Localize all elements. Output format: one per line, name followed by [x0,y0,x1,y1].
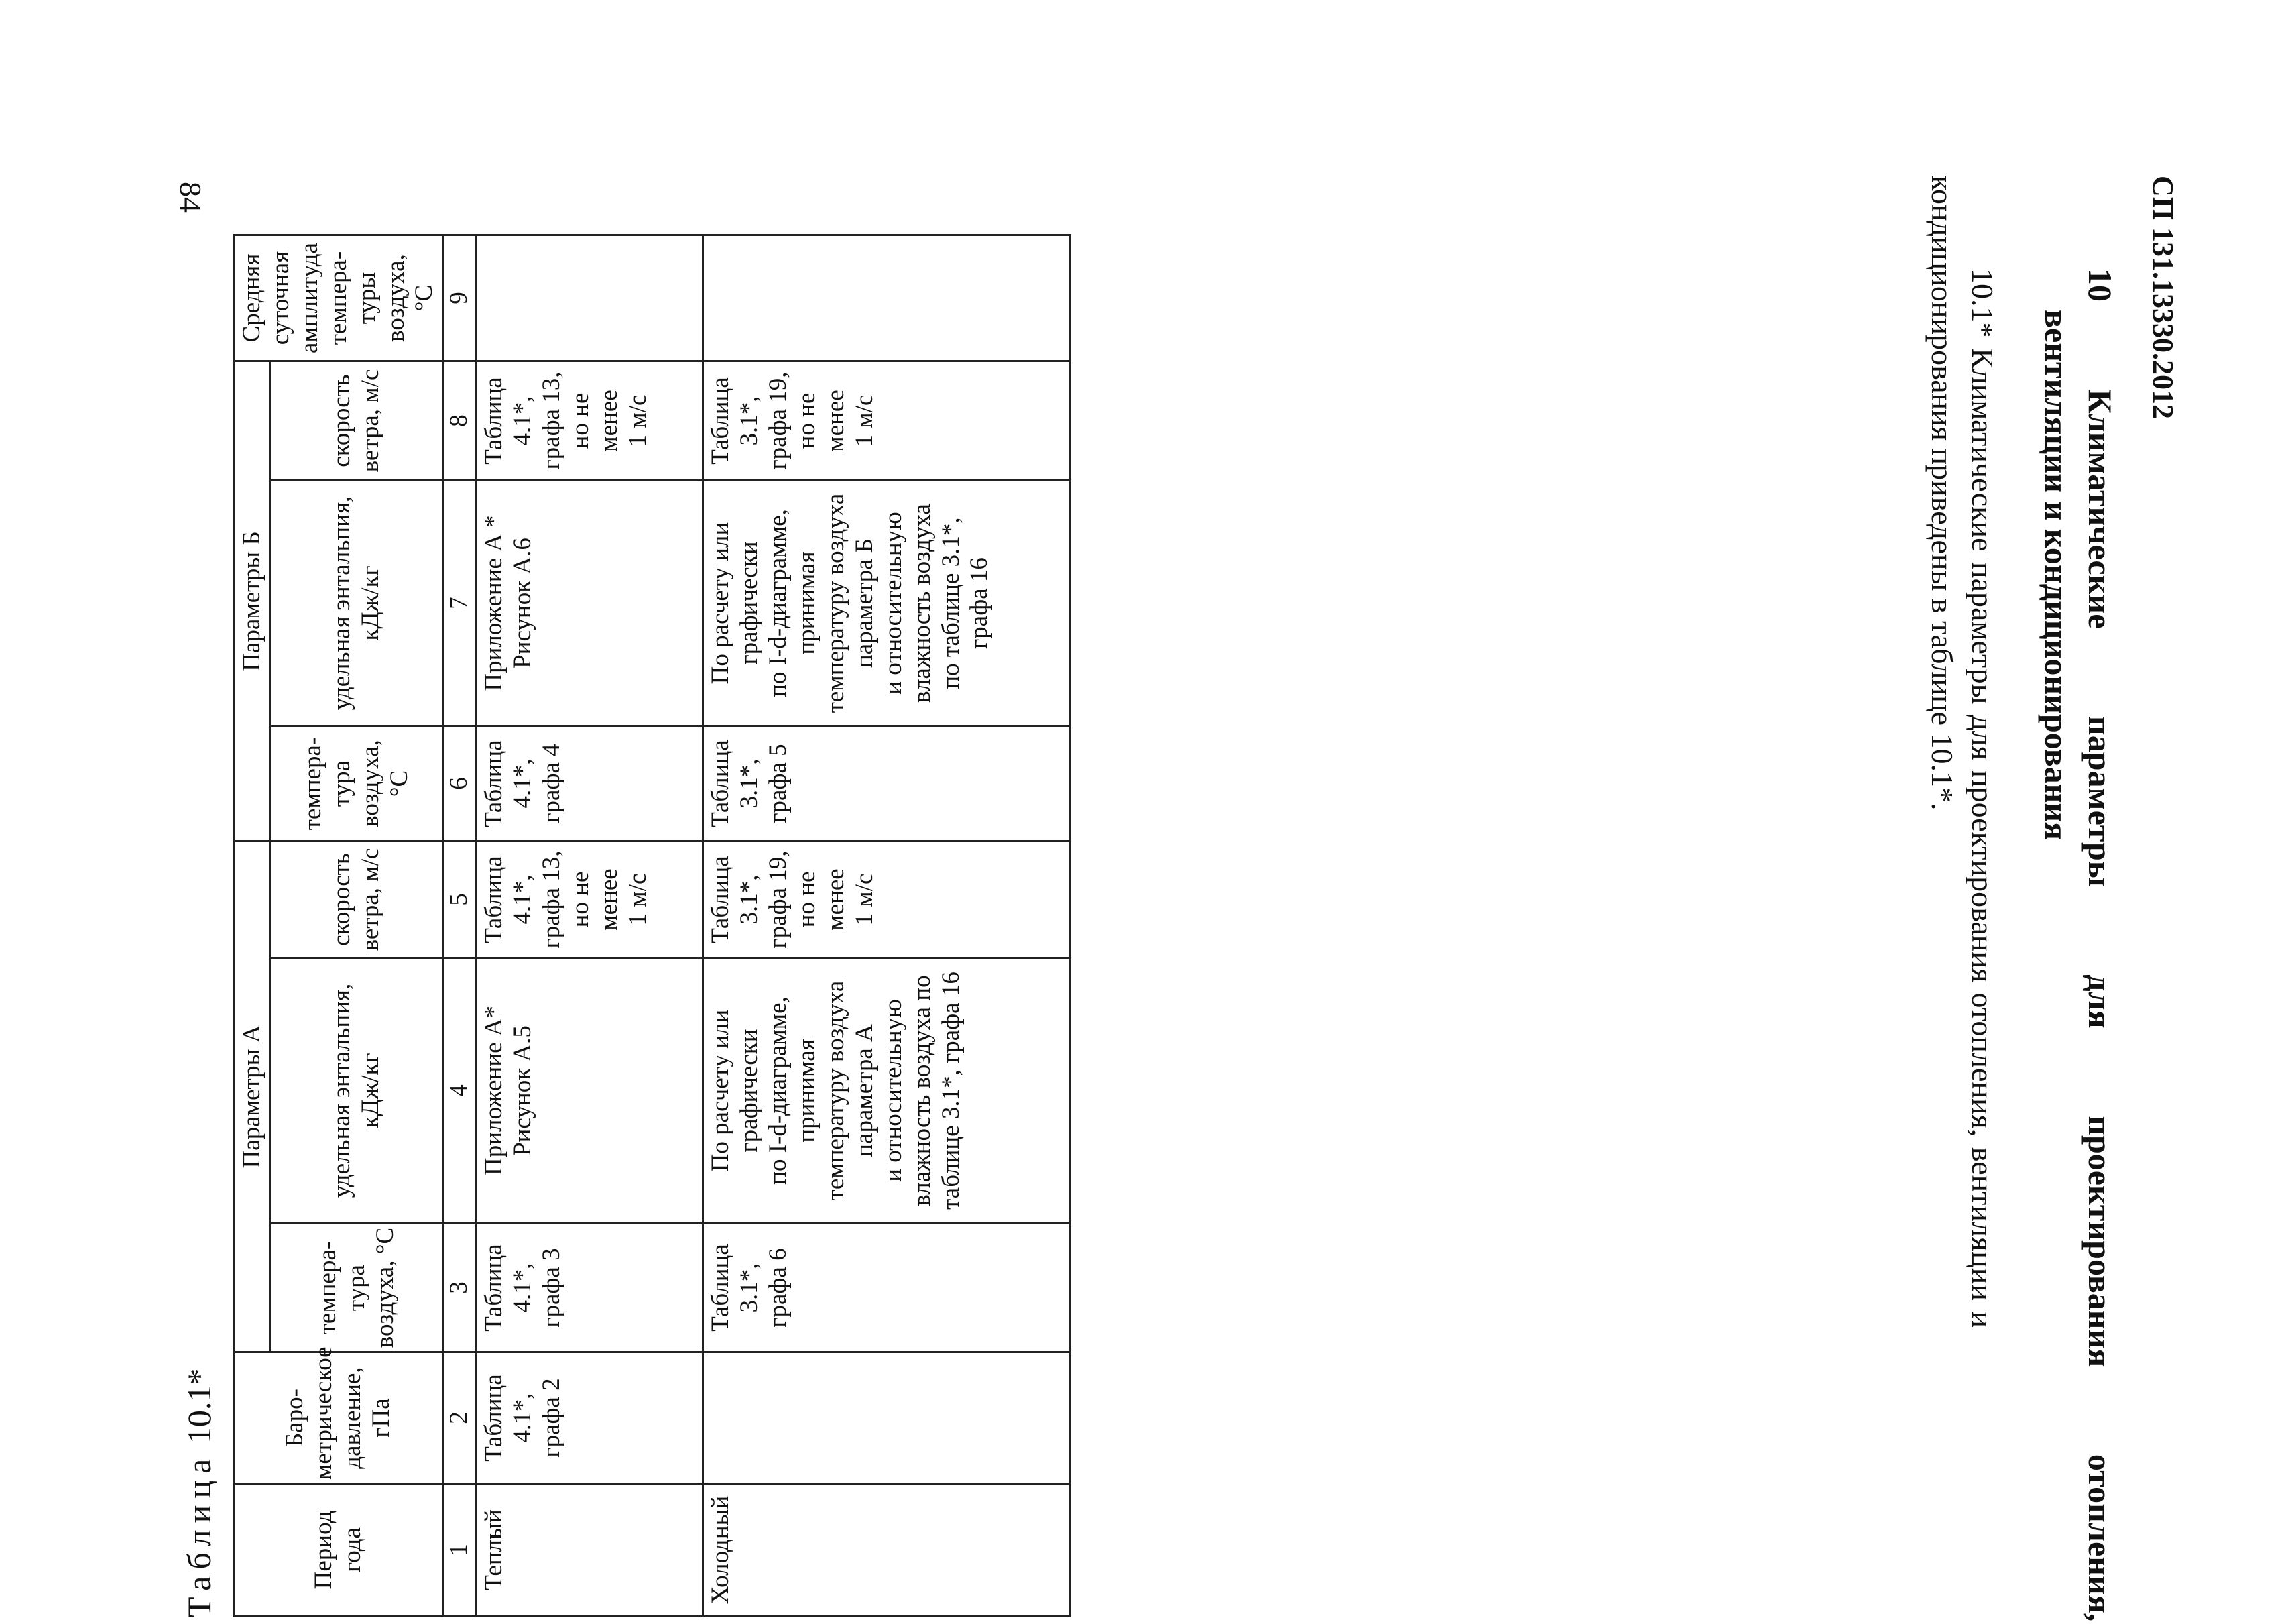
cell-line: Таблица [480,377,508,465]
table-caption-number: 10.1* [180,1368,218,1444]
cell-line: 1 м/с [850,394,878,447]
cell-line: менее [821,390,849,452]
header-temp-b [271,726,443,842]
cell-line: амплитуда [295,242,323,353]
cell-line: Таблица [480,856,508,943]
cell-line: кДж/кг [357,565,385,641]
cell-line: принимая [792,551,821,655]
cell-amplitude [477,235,703,361]
cell-line: Таблица [707,740,735,827]
table-caption-word: Таблица [180,1452,218,1617]
cell-line: влажность воздуха по [908,975,936,1206]
cell-line: 1 м/с [850,873,878,926]
cell-line: 4.1*, [509,874,537,925]
page-number: 84 [174,182,208,213]
cell-line: темпера- [299,736,327,831]
cell-period [477,1484,703,1617]
cell-line: Таблица [707,856,735,943]
cell-line: удельная энтальпия, [328,983,356,1198]
cell-wind-b [703,361,1071,480]
document-code: СП 131.13330.2012 [2147,176,2179,419]
cell-line: Рисунок А.5 [509,1025,537,1156]
cell-line: графа 13, [538,850,566,949]
cell-line: Таблица [480,1244,508,1332]
table-row-warm [477,235,703,1616]
column-number: 9 [443,235,477,361]
paragraph-line2: кондиционирования приведены в таблице 10.1*. [1925,176,1959,811]
cell-line: Период [310,1510,338,1590]
cell-line: и относительную [879,999,907,1182]
cell-line: Таблица [480,1374,508,1462]
cell-line: Теплый [480,1509,508,1590]
cell-wind-b [477,361,703,480]
cell-line: графически [735,1029,764,1153]
cell-line: температуру воздуха [821,980,849,1201]
cell-line: по I-d-диаграмме, [764,509,792,697]
column-number: 6 [443,726,477,842]
cell-line: тура [342,1264,370,1312]
cell-line: ветра, м/с [357,369,385,473]
cell-line: 3.1*, [735,758,764,809]
cell-line: графа 6 [764,1248,792,1328]
cell-line: графа 16 [965,557,993,649]
cell-line: таблице 3.1*, графа 16 [936,972,965,1210]
section-title-line1: 10 Климатические параметры для проектирования отопления, [2081,268,2119,1622]
cell-line: 4.1*, [509,758,537,809]
header-amplitude [235,235,443,361]
cell-line: гПа [367,1398,396,1438]
cell-line: 3.1*, [735,1263,764,1313]
cell-line: Таблица [707,377,735,465]
column-number: 4 [443,958,477,1224]
cell-line: 1 м/с [623,394,652,447]
cell-line: но не [792,392,821,449]
header-period [235,1484,443,1617]
cell-line: суточная [266,251,294,345]
cell-line: скорость [328,374,356,467]
cell-line: Холодный [707,1495,735,1605]
column-number: 1 [443,1484,477,1617]
cell-line: Баро- [281,1389,309,1447]
cell-line: метрическое [310,1346,338,1480]
cell-line: туры [353,272,381,325]
table-caption [180,1369,219,1617]
cell-line: Таблица [707,1244,735,1332]
cell-line: Приложение А * [480,515,508,691]
column-number: 2 [443,1352,477,1484]
cell-line: графа 2 [538,1378,566,1458]
cell-line: Средняя [238,253,265,343]
cell-line: скорость [328,853,356,946]
column-number: 7 [443,481,477,726]
cell-line: принимая [792,1039,821,1143]
cell-enthalpy-a [703,958,1071,1224]
cell-line: темпера- [324,251,352,345]
cell-line: менее [595,390,623,452]
table-row-cold [703,235,1071,1616]
cell-line: графа 13, [538,371,566,470]
cell-enthalpy-b [703,481,1071,726]
column-number: 3 [443,1224,477,1352]
cell-line: воздуха, °С [371,1227,399,1348]
cell-line: По расчету или [707,1009,735,1172]
cell-temp-a [703,1224,1071,1352]
table-block [174,182,1071,1617]
cell-line: 3.1*, [735,396,764,446]
cell-enthalpy-b [477,481,703,726]
cell-pressure [477,1352,703,1484]
cell-line: давление, [339,1367,367,1469]
header-params-a: Параметры А [235,842,271,1352]
cell-line: параметра А [850,1024,878,1157]
cell-wind-a [703,842,1071,958]
cell-line: температуру воздуха [821,493,849,713]
cell-amplitude [703,235,1071,361]
climate-parameters-table [233,234,1071,1617]
cell-line: Приложение А* [480,1005,508,1176]
cell-line: графа 19, [764,850,792,949]
cell-line: Таблица [480,740,508,827]
header-wind-a [271,842,443,958]
cell-enthalpy-a [477,958,703,1224]
cell-line: Рисунок А.6 [509,538,537,669]
cell-line: °С [385,770,414,797]
cell-line: °С [410,284,438,312]
cell-line: графа 5 [764,744,792,823]
cell-line: удельная энтальпия, [328,496,356,711]
paragraph-line1: 10.1* Климатические параметры для проектирования отопления, вентиляции и [1966,268,2000,1328]
header-wind-b [271,361,443,480]
cell-line: 4.1*, [509,1263,537,1313]
cell-line: графа 3 [538,1248,566,1328]
cell-temp-a [477,1224,703,1352]
cell-line: но не [792,871,821,928]
cell-line: воздуха, [381,254,410,342]
cell-line: менее [595,868,623,931]
cell-line: По расчету или [707,522,735,685]
cell-line: кДж/кг [357,1053,385,1128]
cell-line: графически [735,541,764,665]
cell-line: года [339,1527,367,1572]
cell-line: но не [566,392,594,449]
cell-line: и относительную [879,512,907,695]
cell-line: графа 4 [538,744,566,823]
cell-line: графа 19, [764,371,792,470]
cell-line: параметра Б [850,538,878,669]
cell-line: но не [566,871,594,928]
header-params-b: Параметры Б [235,361,271,841]
cell-line: воздуха, [357,740,385,827]
cell-line: 1 м/с [623,873,652,926]
cell-line: по I-d-диаграмме, [764,996,792,1185]
column-number: 5 [443,842,477,958]
header-pressure [235,1346,443,1484]
cell-wind-a [477,842,703,958]
cell-period [703,1484,1071,1617]
header-temp-a [271,1224,443,1352]
cell-line: по таблице 3.1*, [936,517,965,689]
column-number: 8 [443,361,477,480]
cell-line: влажность воздуха [908,504,936,703]
cell-line: 4.1*, [509,396,537,446]
cell-line: темпера- [313,1240,341,1335]
cell-temp-b [477,726,703,842]
cell-line: 4.1*, [509,1393,537,1443]
cell-line: менее [821,868,849,931]
section-title-line2: вентиляции и кондиционирования [2038,310,2075,841]
header-enthalpy-a [271,958,443,1224]
cell-pressure [703,1352,1071,1484]
cell-line: тура [328,760,356,807]
header-enthalpy-b [271,481,443,726]
cell-line: ветра, м/с [357,848,385,951]
cell-line: 3.1*, [735,874,764,925]
cell-temp-b [703,726,1071,842]
